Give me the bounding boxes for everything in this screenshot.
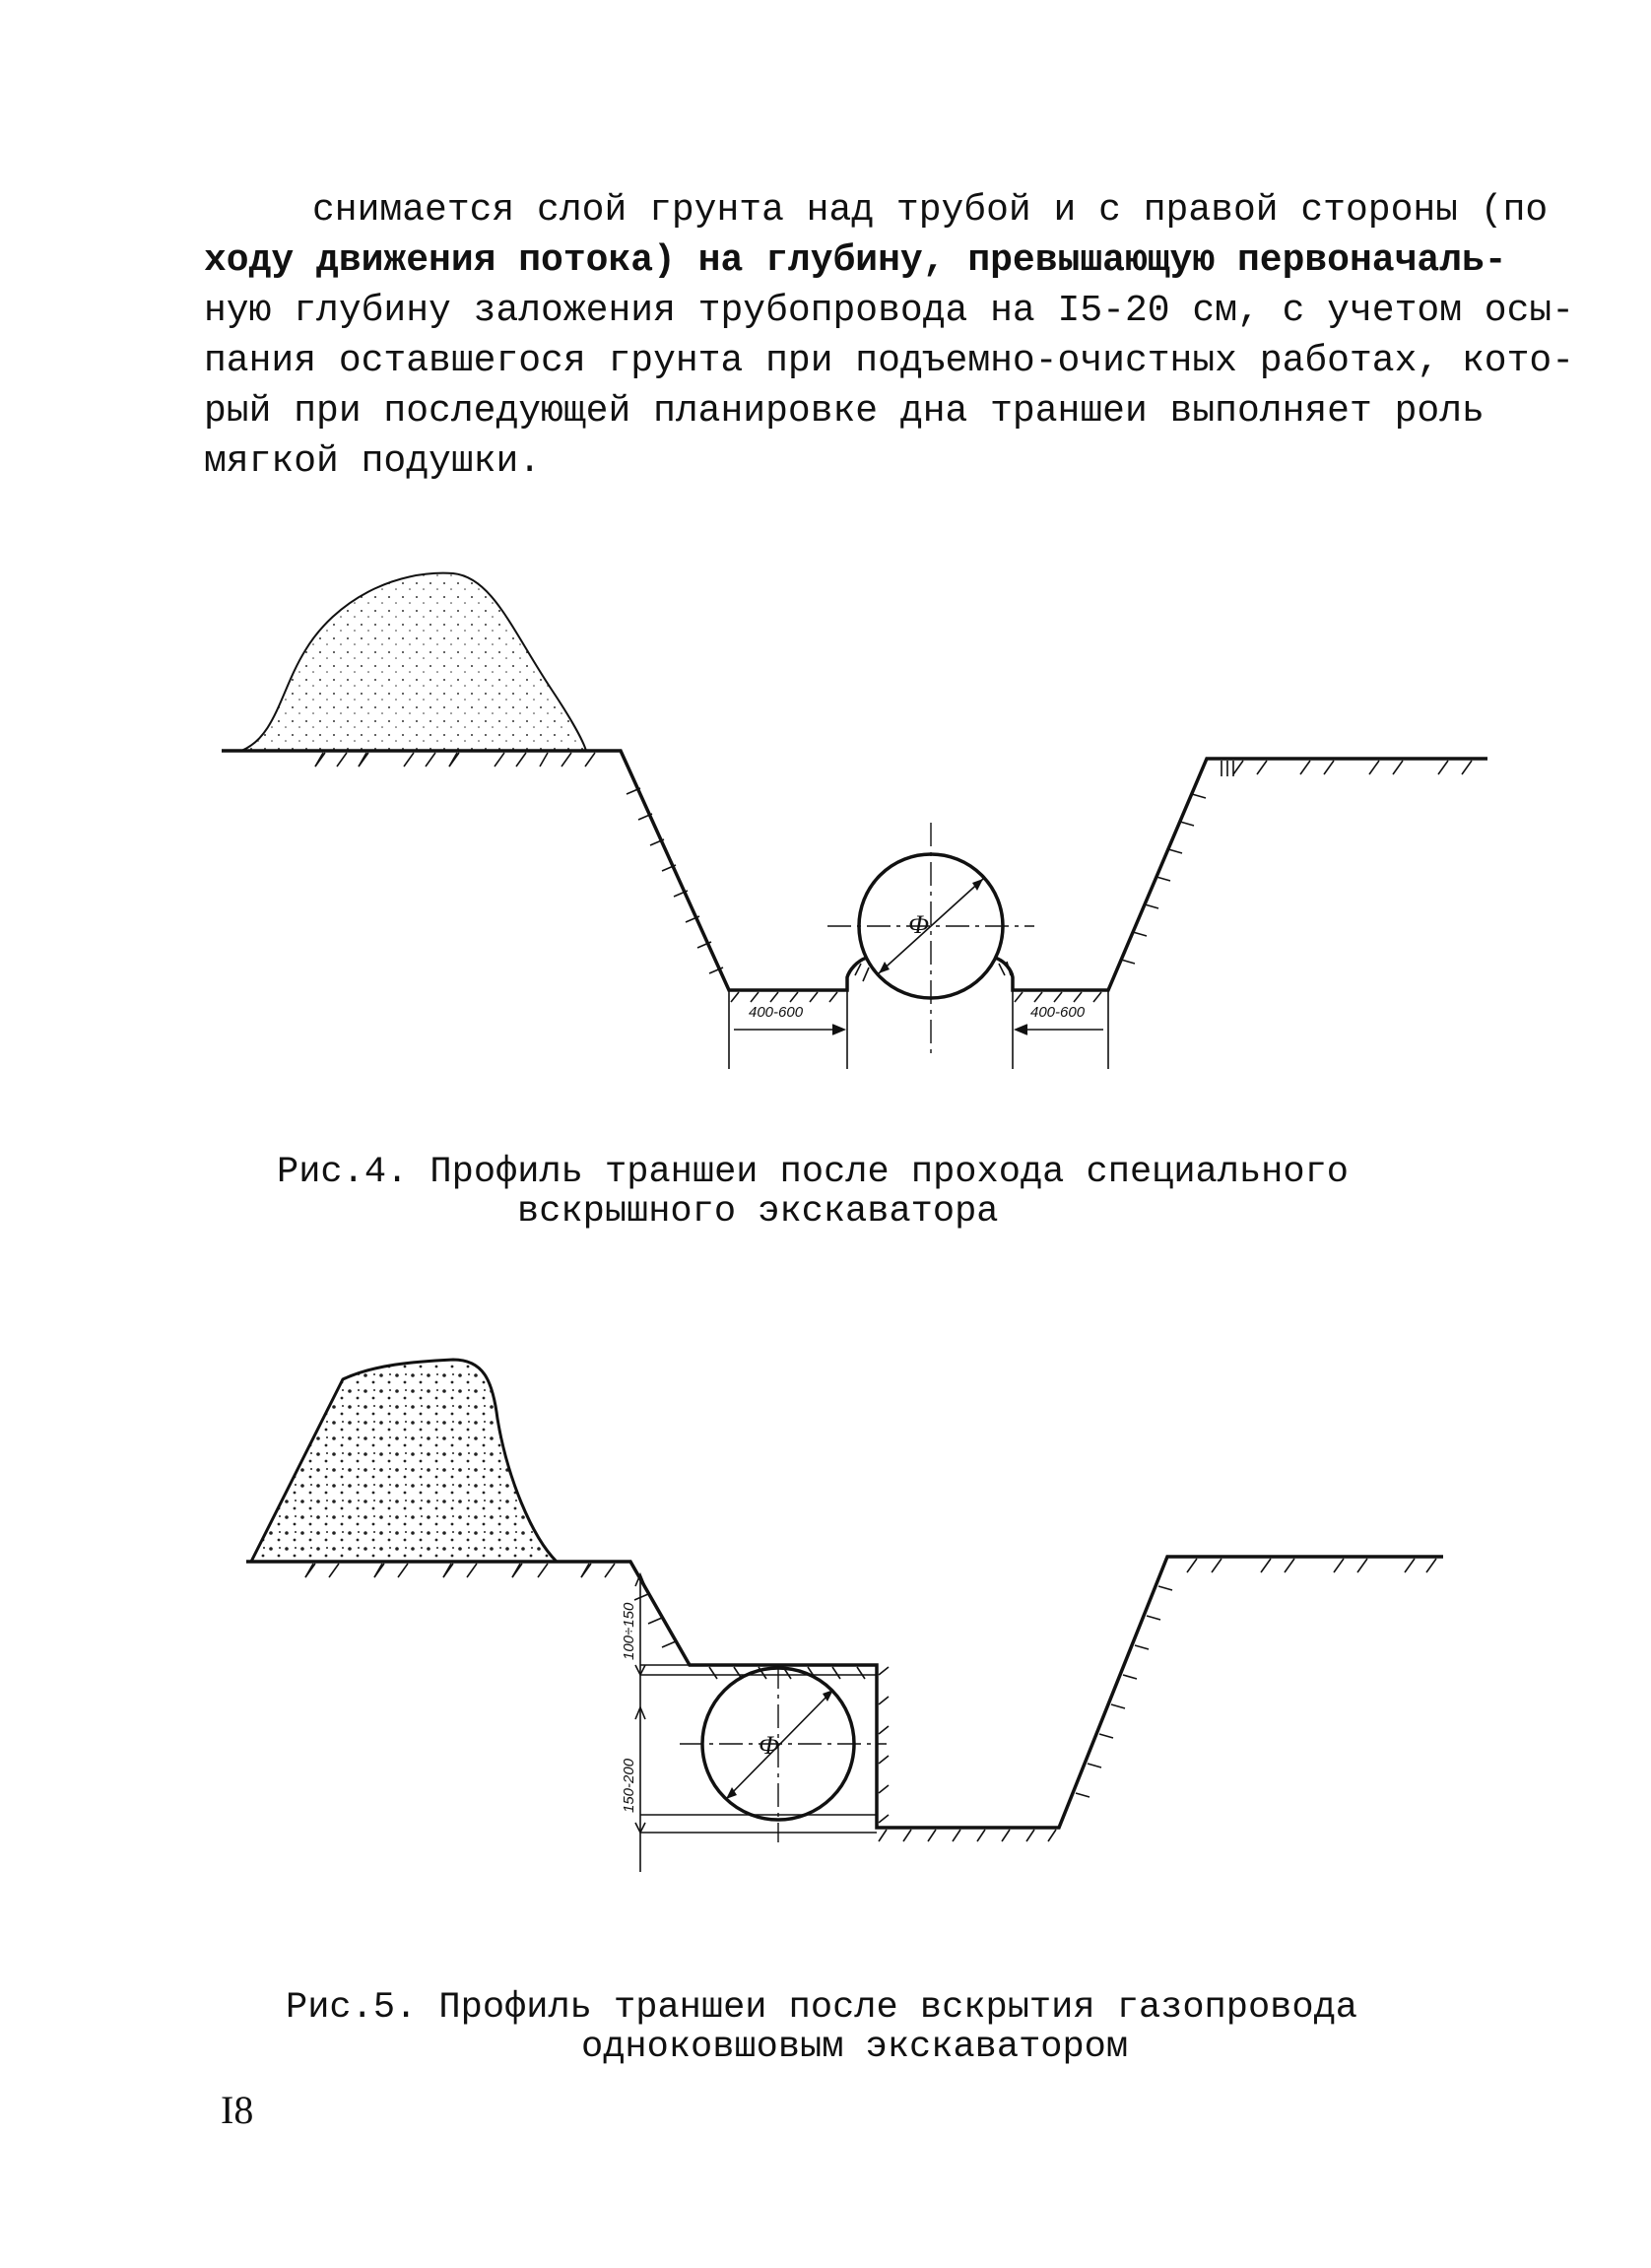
paragraph-line: ходу движения потока) на глубину, превышающую первоначаль- (204, 239, 1507, 282)
paragraph-line: ную глубину заложения трубопровода на I5-20 см, с учетом осы- (204, 290, 1575, 332)
spoil-heap (251, 1360, 557, 1562)
page-number: I8 (221, 2088, 254, 2132)
figure-4-trench-profile (0, 552, 1651, 1103)
pipe-cross-section (827, 823, 1034, 1054)
dimension-label-left: 400-600 (749, 1004, 804, 1021)
dimension-lines (635, 1574, 877, 1872)
paragraph-line: рый при последующей планировке дна траншеи выполняет роль (204, 390, 1485, 433)
paragraph-line: снимается слой грунта над трубой и с правой стороны (по (312, 189, 1549, 232)
dimension-lines (729, 990, 1108, 1069)
ground-hatching (305, 1559, 1436, 1841)
paragraph-line: мягкой подушки. (204, 440, 542, 483)
trench-outline (246, 1557, 1443, 1828)
ground-hatching (315, 753, 1472, 1002)
figure-5-trench-profile (0, 1350, 1651, 1901)
pipe-diameter-label: Ф (908, 910, 929, 939)
trench-outline (222, 751, 867, 990)
pipe-diameter-label: Ф (759, 1731, 779, 1760)
figure-4-caption-line1: Рис.4. Профиль траншеи после прохода специального (277, 1152, 1349, 1193)
dimension-label-bottom: 150-200 (621, 1758, 637, 1813)
figure-4-caption-line2: вскрышного экскаватора (517, 1191, 999, 1233)
figure-5-caption-line1: Рис.5. Профиль траншеи после вскрытия газопровода (286, 1987, 1357, 2029)
figure-5-caption-line2: одноковшовым экскаватором (581, 2027, 1129, 2068)
spoil-heap (241, 573, 586, 751)
paragraph-line: пания оставшегося грунта при подъемно-очистных работах, кото- (204, 340, 1575, 382)
dimension-label-top: 100÷150 (621, 1602, 637, 1660)
dimension-label-right: 400-600 (1030, 1004, 1086, 1021)
pipe-cross-section (680, 1665, 887, 1842)
body-paragraph (204, 185, 1575, 487)
